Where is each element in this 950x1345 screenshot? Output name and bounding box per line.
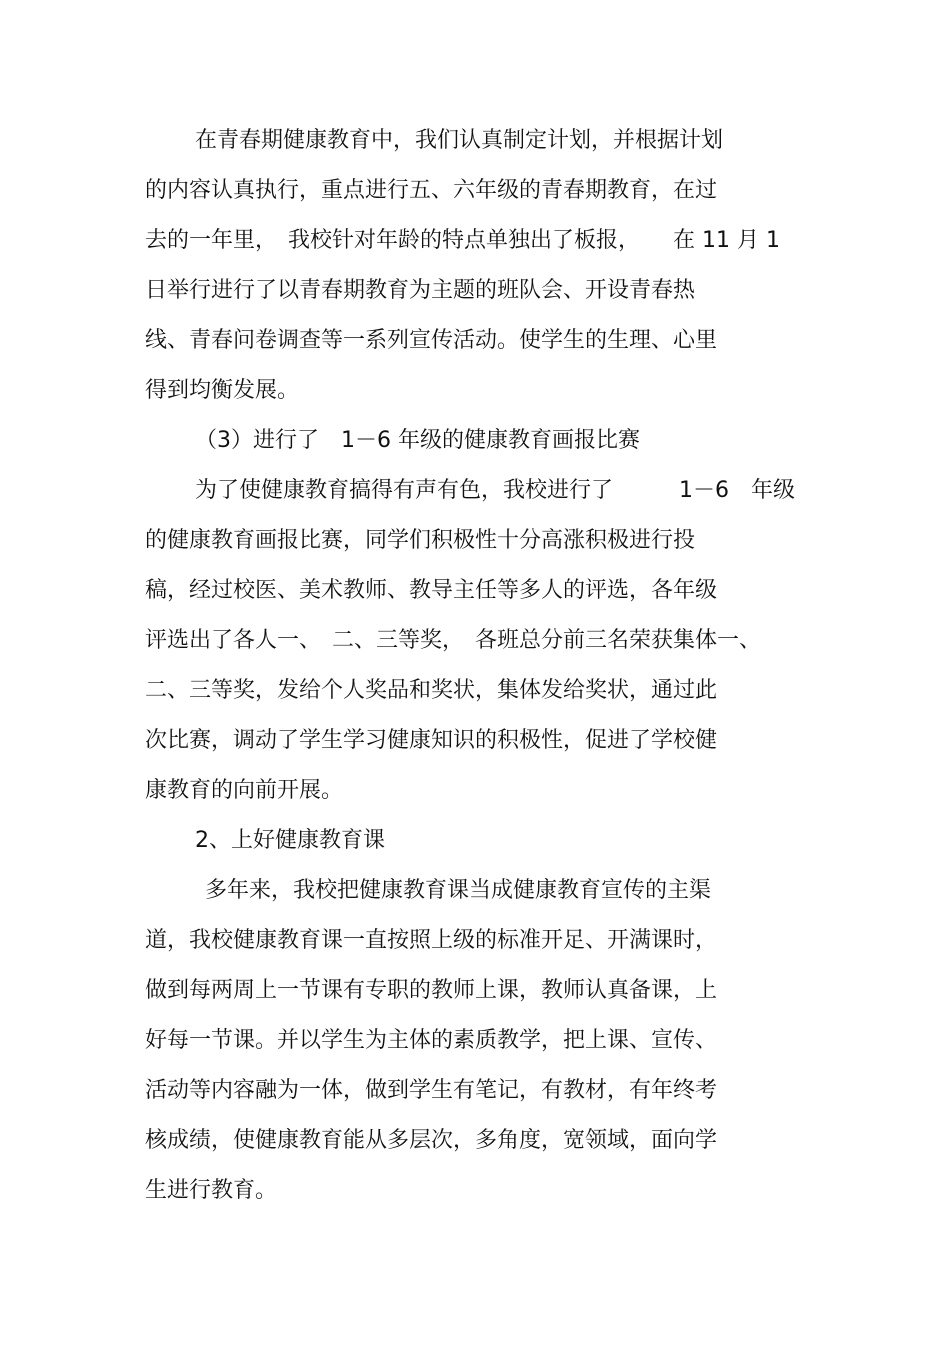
paragraph-3-line-6: 核成绩，使健康教育能从多层次，多角度，宽领域，面向学	[145, 1128, 718, 1153]
paragraph-1-line-2: 的内容认真执行，重点进行五、六年级的青春期教育，在过	[145, 178, 718, 203]
paragraph-2-line-4: 评选出了各人一、 二、三等奖， 各班总分前三名荣获集体一、	[145, 628, 762, 653]
paragraph-2-line-2: 的健康教育画报比赛，同学们积极性十分高涨积极进行投	[145, 528, 696, 553]
paragraph-2-line-6: 次比赛，调动了学生学习健康知识的积极性，促进了学校健	[145, 728, 718, 753]
paragraph-3-line-4: 好每一节课。并以学生为主体的素质教学，把上课、宣传、	[145, 1028, 718, 1053]
paragraph-1-line-5: 线、青春问卷调查等一系列宣传活动。使学生的生理、心里	[145, 328, 718, 353]
paragraph-1-line-4: 日举行进行了以青春期教育为主题的班队会、开设青春热	[145, 278, 696, 303]
paragraph-2-line-5: 二、三等奖，发给个人奖品和奖状，集体发给奖状，通过此	[145, 678, 718, 703]
paragraph-1-line-3: 去的一年里， 我校针对年龄的特点单独出了板报， 在 11 月 1	[145, 228, 780, 253]
paragraph-2-line-1: 为了使健康教育搞得有声有色，我校进行了 1－6 年级	[195, 478, 795, 503]
paragraph-3-line-7: 生进行教育。	[145, 1178, 278, 1203]
paragraph-3-line-3: 做到每两周上一节课有专职的教师上课，教师认真备课，上	[145, 978, 718, 1003]
paragraph-3-line-1: 多年来，我校把健康教育课当成健康教育宣传的主渠	[205, 878, 712, 903]
paragraph-2-line-3: 稿，经过校医、美术教师、教导主任等多人的评选，各年级	[145, 578, 718, 603]
paragraph-1-line-6: 得到均衡发展。	[145, 378, 300, 403]
paragraph-3-line-2: 道，我校健康教育课一直按照上级的标准开足、开满课时，	[145, 928, 718, 953]
section-heading-2: 2、上好健康教育课	[195, 828, 385, 853]
paragraph-1-line-1: 在青春期健康教育中，我们认真制定计划，并根据计划	[195, 128, 724, 153]
section-heading-3: （3）进行了 1－6 年级的健康教育画报比赛	[195, 428, 640, 453]
paragraph-3-line-5: 活动等内容融为一体，做到学生有笔记，有教材，有年终考	[145, 1078, 718, 1103]
paragraph-2-line-7: 康教育的向前开展。	[145, 778, 344, 803]
